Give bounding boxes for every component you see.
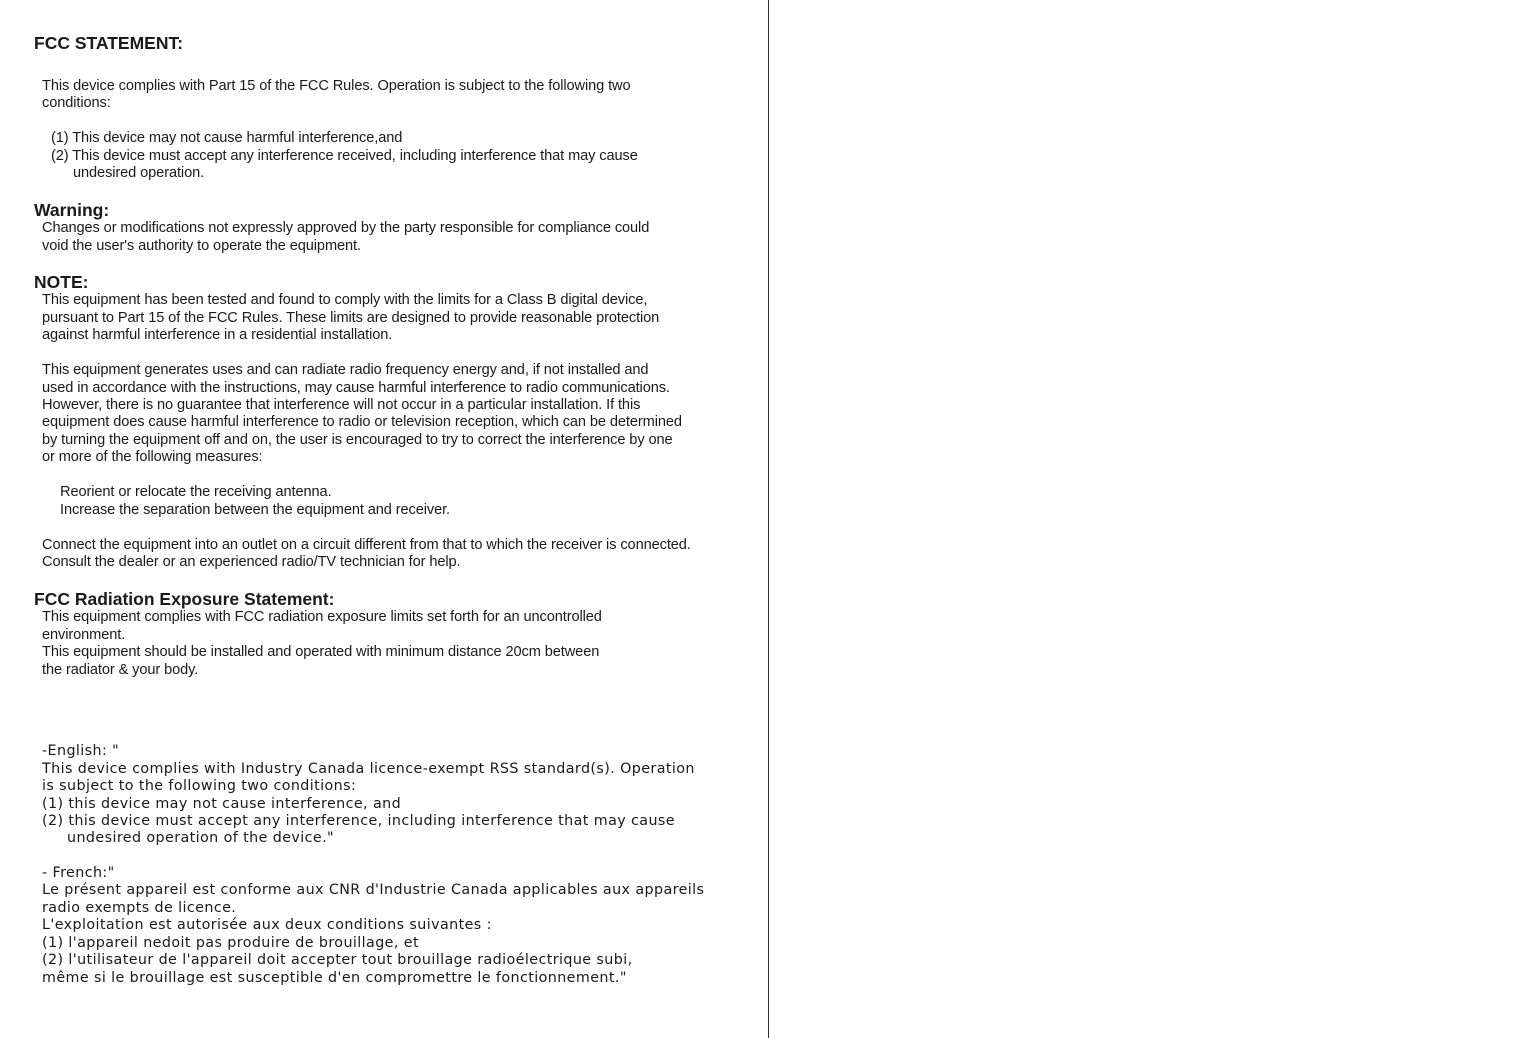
left-page	[0, 0, 768, 1038]
ic-french-line: L'exploitation est autorisée aux deux conditions suivantes :	[42, 917, 492, 933]
ic-english-line: (2) this device must accept any interference, including interference that may cause	[42, 813, 675, 829]
ic-french-label: - French:"	[42, 865, 115, 881]
ic-english-line: undesired operation of the device."	[67, 830, 334, 846]
warning-line: void the user's authority to operate the equipment.	[42, 238, 361, 254]
ic-french-line: radio exempts de licence.	[42, 900, 237, 916]
note-para2-line: However, there is no guarantee that interference will not occur in a particular installation. If this	[42, 397, 641, 413]
ic-english-label: -English: "	[42, 743, 120, 759]
fcc-statement-heading: FCC STATEMENT:	[34, 33, 184, 53]
radiation-line: This equipment complies with FCC radiation exposure limits set forth for an uncontrolled	[42, 609, 602, 625]
fcc-condition-2-cont: undesired operation.	[73, 165, 205, 181]
note-para3-line: Connect the equipment into an outlet on a circuit different from that to which the receiver is connected.	[42, 537, 691, 553]
note-heading: NOTE:	[34, 272, 89, 292]
note-para2-line: This equipment generates uses and can radiate radio frequency energy and, if not installed and	[42, 362, 649, 378]
right-page-blank	[769, 0, 1539, 1038]
measure-item: Reorient or relocate the receiving antenna.	[60, 484, 332, 500]
note-para1-line: pursuant to Part 15 of the FCC Rules. These limits are designed to provide reasonable protection	[42, 310, 660, 326]
fcc-condition-1: (1) This device may not cause harmful interference,and	[51, 130, 403, 146]
ic-french-line: (1) l'appareil nedoit pas produire de brouillage, et	[42, 935, 419, 951]
radiation-line: environment.	[42, 627, 126, 643]
radiation-heading: FCC Radiation Exposure Statement:	[34, 589, 335, 609]
note-para1-line: This equipment has been tested and found to comply with the limits for a Class B digital device,	[42, 292, 648, 308]
warning-line: Changes or modifications not expressly approved by the party responsible for compliance could	[42, 220, 650, 236]
note-para2-line: or more of the following measures:	[42, 449, 263, 465]
radiation-line: the radiator & your body.	[42, 662, 199, 678]
warning-heading: Warning:	[34, 200, 110, 220]
measure-item: Increase the separation between the equipment and receiver.	[60, 502, 451, 518]
ic-english-line: This device complies with Industry Canada licence-exempt RSS standard(s). Operation	[42, 761, 695, 777]
note-para2-line: by turning the equipment off and on, the user is encouraged to try to correct the interference by one	[42, 432, 673, 448]
ic-french-line: Le présent appareil est conforme aux CNR d'Industrie Canada applicables aux appareils	[42, 882, 705, 898]
ic-english-line: (1) this device may not cause interference, and	[42, 796, 402, 812]
ic-french-line: (2) l'utilisateur de l'appareil doit accepter tout brouillage radioélectrique subi,	[42, 952, 633, 968]
fcc-intro-line: conditions:	[42, 95, 111, 111]
note-para2-line: used in accordance with the instructions, may cause harmful interference to radio communications.	[42, 380, 670, 396]
note-para2-line: equipment does cause harmful interference to radio or television reception, which can be determined	[42, 414, 682, 430]
ic-english-line: is subject to the following two conditions:	[42, 778, 357, 794]
fcc-intro-line: This device complies with Part 15 of the FCC Rules. Operation is subject to the following two	[42, 78, 631, 94]
radiation-line: This equipment should be installed and operated with minimum distance 20cm between	[42, 644, 600, 660]
note-para3-line: Consult the dealer or an experienced radio/TV technician for help.	[42, 554, 461, 570]
note-para1-line: against harmful interference in a residential installation.	[42, 327, 393, 343]
ic-french-line: même si le brouillage est susceptible d'en compromettre le fonctionnement."	[42, 970, 627, 986]
fcc-condition-2: (2) This device must accept any interference received, including interference that may cause	[51, 148, 638, 164]
